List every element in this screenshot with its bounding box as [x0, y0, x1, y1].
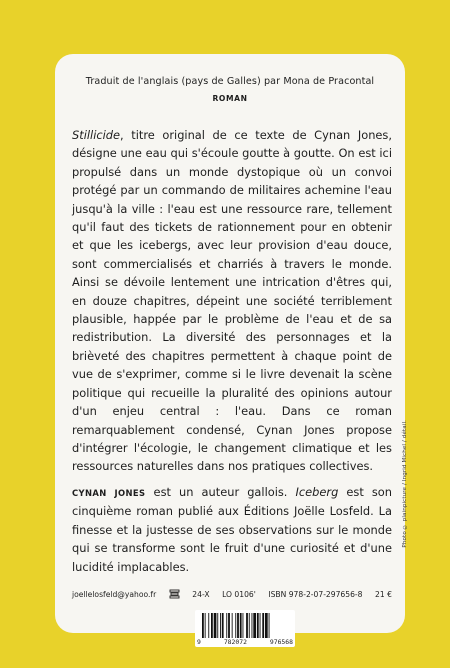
author-bio [72, 483, 392, 576]
original-title: Stillicide [72, 128, 121, 142]
barcode-digits-left: 782072 [223, 638, 247, 646]
book-stack-icon [169, 589, 180, 599]
isbn: ISBN 978-2-07-297656-8 [268, 589, 363, 599]
code-edition: LO 0106' [222, 589, 256, 599]
author-name: CYNAN JONES [72, 488, 146, 498]
barcode-digits-right: 976568 [269, 638, 293, 646]
translator-credit: Traduit de l'anglais (pays de Galles) par Mona de Pracontal [85, 76, 375, 87]
publication-footer [72, 587, 392, 601]
book-title: Iceberg [295, 485, 339, 499]
code-series: 24-X [192, 589, 210, 599]
back-cover-card [55, 54, 405, 646]
author-bio-part2: est son cinquième roman publié aux Éditions Joëlle Losfeld. La finesse et la justesse de ses observations sur le monde qui se transforme sont le fruit d'une curiosité et d'une lucidité implacables. [72, 485, 392, 574]
summary-paragraph [72, 126, 392, 476]
author-bio-part1: est un auteur gallois. [145, 485, 296, 499]
summary-text: , titre original de ce texte de Cynan Jones, désigne une eau qui s'écoule goutte à goutte. On est ici propulsé dans un monde dystopique où un convoi protégé par un commando de militaires achemine l'eau jusqu'à la ville : l'eau est une ressource rare, tellement qu'il faut des tickets de rationnement pour en obtenir et que les icebergs, avec leur provision d'eau douce, sont commercialisés et charriés à travers le monde. Ainsi se dévoile lentement une intrication d'êtres qui, en douze chapitres, dépeint une société terriblement plausible, happée par le problème de l'eau et de sa redistribution. La diversité des personnages et la brièveté des chapitres permettent à chaque point de vue de s'exprimer, comme si le livre devenait la scène politique qui recueille la pluralité des opinions autour d'un enjeu central : l'eau. Dans ce roman remarquablement condensé, Cynan Jones propose d'intégrer l'écologie, le changement climatique et les ressources naturelles dans nos pratiques collectives. [72, 128, 392, 474]
price: 21 € [375, 589, 392, 599]
genre-label: ROMAN [212, 94, 248, 103]
barcode-bars [202, 613, 288, 638]
barcode-digit-lead: 9 [197, 638, 201, 646]
barcode [195, 610, 295, 647]
publisher-email[interactable]: joellelosfeld@yahoo.fr [72, 589, 157, 599]
barcode-digits [197, 638, 293, 646]
photo-credit: Photo © plainpicture / Ingrid Michel / détail. [402, 420, 408, 548]
